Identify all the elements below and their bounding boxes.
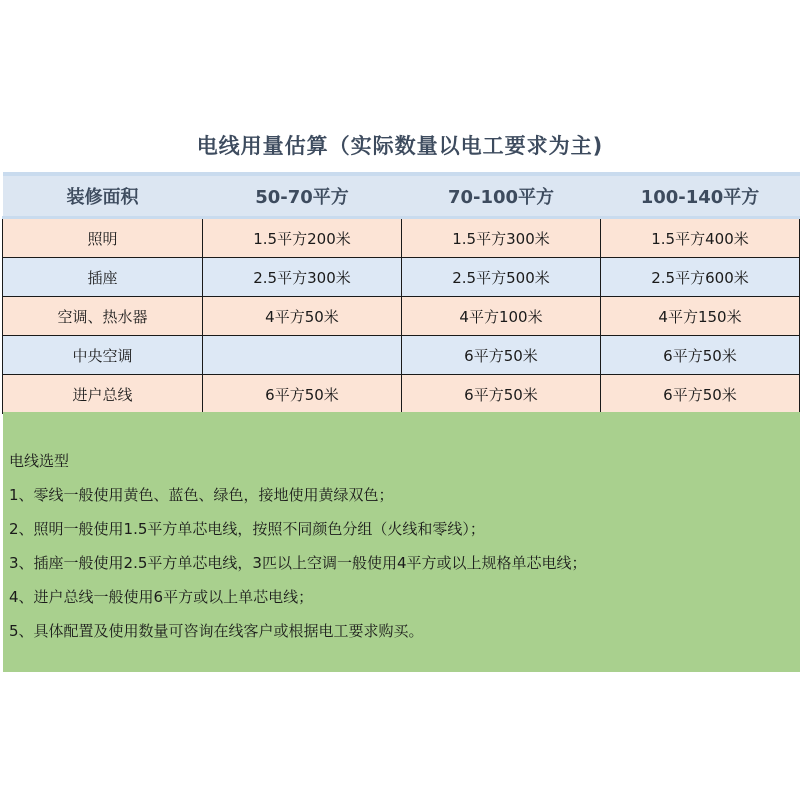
header-70-100: 70-100平方 [402,174,601,218]
row-label: 照明 [3,218,203,258]
table-row-main-line [3,375,800,414]
wire-selection-notes [3,412,800,672]
header-100-140: 100-140平方 [601,174,800,218]
table-cell: 4平方150米 [601,297,800,336]
table-row-ac-heater [3,297,800,336]
row-label: 进户总线 [3,375,203,414]
table-cell: 6平方50米 [402,375,601,414]
header-area: 装修面积 [3,174,203,218]
table-cell: 6平方50米 [402,336,601,375]
notes-item: 4、进户总线一般使用6平方或以上单芯电线； [9,588,314,606]
table-cell: 2.5平方500米 [402,258,601,297]
row-label: 空调、热水器 [3,297,203,336]
notes-item: 1、零线一般使用黄色、蓝色、绿色，接地使用黄绿双色； [9,486,394,504]
table-cell: 6平方50米 [601,375,800,414]
table-row-socket [3,258,800,297]
table-cell [203,336,402,375]
table-cell: 6平方50米 [601,336,800,375]
table-cell: 4平方50米 [203,297,402,336]
table-row-lighting [3,218,800,258]
notes-heading: 电线选型 [9,452,70,470]
page-title: 电线用量估算（实际数量以电工要求为主) [196,134,604,158]
row-label: 中央空调 [3,336,203,375]
notes-item: 5、具体配置及使用数量可咨询在线客户或根据电工要求购买。 [9,622,424,640]
table-cell: 2.5平方300米 [203,258,402,297]
table-row-central-ac [3,336,800,375]
table-cell: 2.5平方600米 [601,258,800,297]
table-cell: 1.5平方400米 [601,218,800,258]
row-label: 插座 [3,258,203,297]
table-cell: 4平方100米 [402,297,601,336]
wire-usage-table [2,172,799,414]
table-cell: 6平方50米 [203,375,402,414]
notes-item: 3、插座一般使用2.5平方单芯电线，3匹以上空调一般使用4平方或以上规格单芯电线； [9,554,587,572]
header-50-70: 50-70平方 [203,174,402,218]
notes-item: 2、照明一般使用1.5平方单芯电线，按照不同颜色分组（火线和零线）； [9,520,485,538]
table-header-row [3,174,800,218]
table-cell: 1.5平方300米 [402,218,601,258]
table-cell: 1.5平方200米 [203,218,402,258]
